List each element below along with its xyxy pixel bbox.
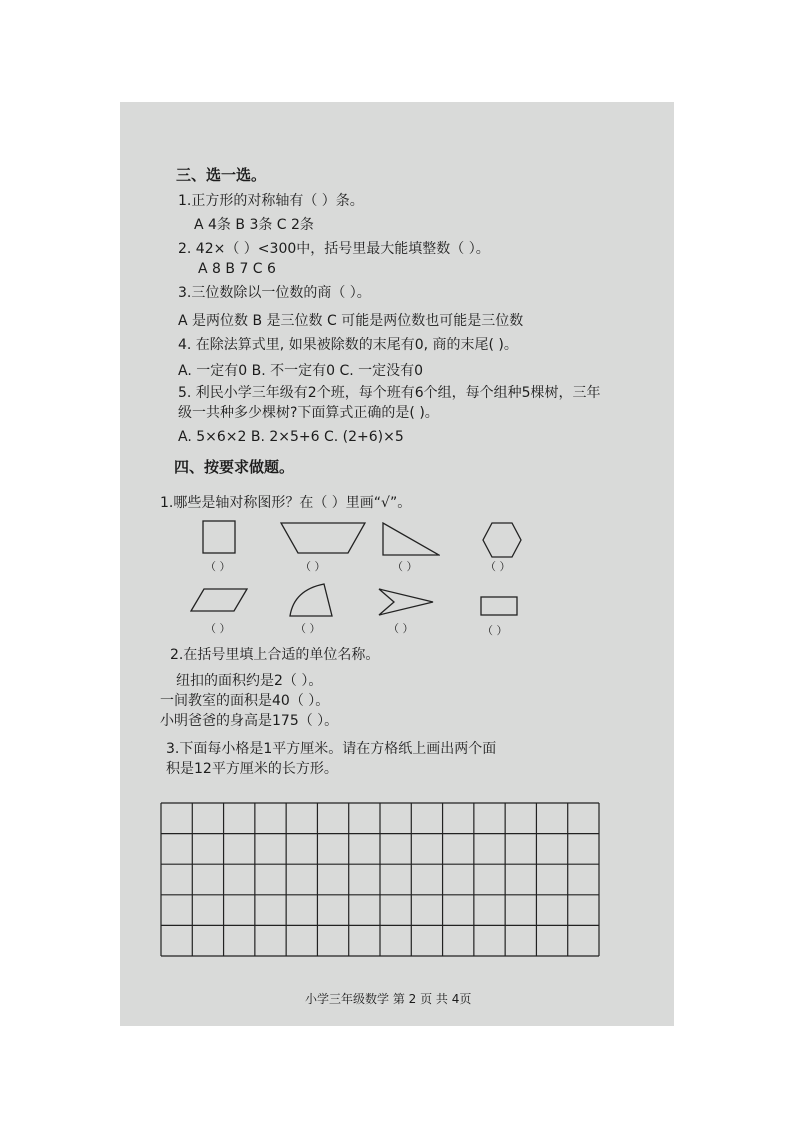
hexagon-shape <box>482 522 522 558</box>
p1-text: 1.哪些是轴对称图形？在（ ）里画“√”。 <box>160 495 412 511</box>
arrowhead-shape <box>378 588 434 616</box>
q5-options: A. 5×6×2 B. 2×5+6 C. (2+6)×5 <box>178 429 404 445</box>
fan-shape <box>288 582 334 618</box>
rectangle-shape <box>480 596 518 616</box>
answer-paren-3[interactable]: （ ） <box>392 560 418 573</box>
answer-paren-8[interactable]: （ ） <box>482 624 508 637</box>
q4-text: 4. 在除法算式里, 如果被除数的末尾有0, 商的末尾( )。 <box>178 337 518 353</box>
q1-options: A 4条 B 3条 C 2条 <box>194 217 314 233</box>
answer-paren-1[interactable]: （ ） <box>205 560 231 573</box>
p3-line1: 3.下面每小格是1平方厘米。请在方格纸上画出两个面 <box>166 741 497 757</box>
answer-paren-6[interactable]: （ ） <box>295 622 321 635</box>
answer-paren-7[interactable]: （ ） <box>388 622 414 635</box>
exam-page <box>120 102 674 1026</box>
right-triangle-shape <box>382 522 440 556</box>
square-shape <box>202 520 236 554</box>
q3-text: 3.三位数除以一位数的商（ ）。 <box>178 285 371 301</box>
q1-text: 1.正方形的对称轴有（ ）条。 <box>178 193 364 209</box>
square-grid-paper[interactable] <box>160 802 600 957</box>
p2-line1: 纽扣的面积约是2（ ）。 <box>176 673 323 689</box>
q4-options: A. 一定有0 B. 不一定有0 C. 一定没有0 <box>178 363 424 379</box>
trapezoid-shape <box>280 522 366 554</box>
parallelogram-shape <box>190 588 248 612</box>
q5-line1: 5. 利民小学三年级有2个班，每个班有6个组，每个组种5棵树，三年 <box>178 385 601 401</box>
section-4-title: 四、按要求做题。 <box>174 458 295 476</box>
p3-line2: 积是12平方厘米的长方形。 <box>166 761 338 777</box>
section-3-title: 三、选一选。 <box>176 166 267 184</box>
q5-line2: 级一共种多少棵树?下面算式正确的是( )。 <box>178 405 439 421</box>
answer-paren-5[interactable]: （ ） <box>205 622 231 635</box>
q3-options: A 是两位数 B 是三位数 C 可能是两位数也可能是三位数 <box>178 313 524 329</box>
page-footer: 小学三年级数学 第 2 页 共 4页 <box>305 992 472 1006</box>
p2-text: 2.在括号里填上合适的单位名称。 <box>170 647 380 663</box>
p2-line2: 一间教室的面积是40（ ）。 <box>160 693 330 709</box>
q2-text: 2. 42×（ ）<300中，括号里最大能填整数（ ）。 <box>178 241 490 257</box>
answer-paren-4[interactable]: （ ） <box>485 560 511 573</box>
q2-options: A 8 B 7 C 6 <box>198 261 276 277</box>
answer-paren-2[interactable]: （ ） <box>300 560 326 573</box>
p2-line3: 小明爸爸的身高是175（ ）。 <box>160 713 339 729</box>
